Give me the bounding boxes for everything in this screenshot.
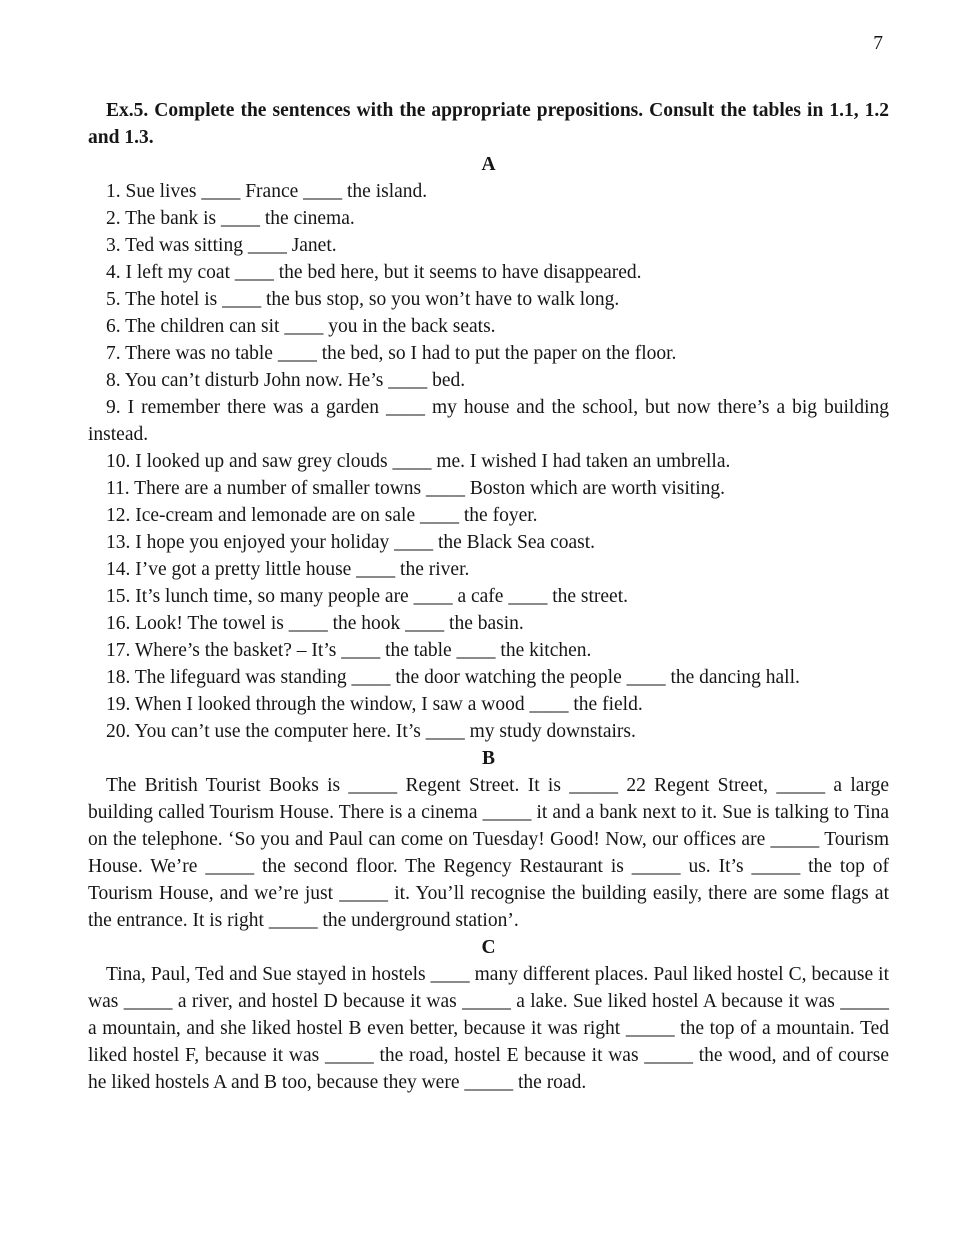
sentence-item: 20. You can’t use the computer here. It’s ____ my study downstairs. [106, 721, 636, 742]
sentence-item: 13. I hope you enjoyed your holiday ____ the Black Sea coast. [106, 532, 596, 553]
sentence-item: 7. There was no table ____ the bed, so I had to put the paper on the floor. [106, 343, 677, 364]
sentence-item: 12. Ice-cream and lemonade are on sale ____ the foyer. [106, 505, 538, 526]
sentence-item: 5. The hotel is ____ the bus stop, so you won’t have to walk long. [106, 289, 620, 310]
section-c-label: C [481, 937, 496, 958]
section-c-paragraph: Tina, Paul, Ted and Sue stayed in hostels ____ many different places. Paul liked hostel C, because it was _____ a river, and hostel D because it was _____ a lake. Sue liked hostel A because it was _____ a mountain, and she liked hostel B even better, because it was right _____ the top of a mountain. Ted liked hostel F, because it was _____ the road, hostel E because it was _____ the wood, and of course he liked hostels A and B too, because they were _____ the road. [88, 964, 889, 1093]
sentence-item: 2. The bank is ____ the cinema. [106, 208, 355, 229]
sentence-item: 19. When I looked through the window, I saw a wood ____ the field. [106, 694, 643, 715]
sentence-item: 16. Look! The towel is ____ the hook ____ the basin. [106, 613, 524, 634]
exercise-heading: Ex.5. Complete the sentences with the appropriate prepositions. Consult the tables in 1.1, 1.2 and 1.3. [88, 100, 889, 148]
sentence-item: 15. It’s lunch time, so many people are ____ a cafe ____ the street. [106, 586, 629, 607]
page-number: 7 [873, 33, 883, 54]
section-a-label: A [481, 154, 496, 175]
sentence-item: 18. The lifeguard was standing ____ the door watching the people ____ the dancing hall. [106, 667, 800, 688]
sentence-item: 4. I left my coat ____ the bed here, but it seems to have disappeared. [106, 262, 642, 283]
sentence-item: 3. Ted was sitting ____ Janet. [106, 235, 337, 256]
section-b-label: B [481, 748, 495, 769]
sentence-item: 10. I looked up and saw grey clouds ____ me. I wished I had taken an umbrella. [106, 451, 731, 472]
sentence-item: 8. You can’t disturb John now. He’s ____ bed. [106, 370, 466, 391]
sentence-item: 14. I’ve got a pretty little house ____ the river. [106, 559, 470, 580]
sentence-item: 6. The children can sit ____ you in the back seats. [106, 316, 496, 337]
sentence-item: 1. Sue lives ____ France ____ the island. [106, 181, 428, 202]
sentence-item: 11. There are a number of smaller towns ____ Boston which are worth visiting. [106, 478, 725, 499]
sentence-item: 9. I remember there was a garden ____ my house and the school, but now there’s a big building instead. [88, 397, 889, 445]
section-b-paragraph: The British Tourist Books is _____ Regent Street. It is _____ 22 Regent Street, _____ a large building called Tourism House. There is a cinema _____ it and a bank next to it. Sue is talking to Tina on the telephone. ‘So you and Paul can come on Tuesday! Good! Now, our offices are _____ Tourism House. We’re _____ the second floor. The Regency Restaurant is _____ us. It’s _____ the top of Tourism House, and we’re just _____ it. You’ll recognise the building easily, there are some flags at the entrance. It is right _____ the underground station’. [88, 775, 889, 931]
sentence-item: 17. Where’s the basket? – It’s ____ the table ____ the kitchen. [106, 640, 592, 661]
